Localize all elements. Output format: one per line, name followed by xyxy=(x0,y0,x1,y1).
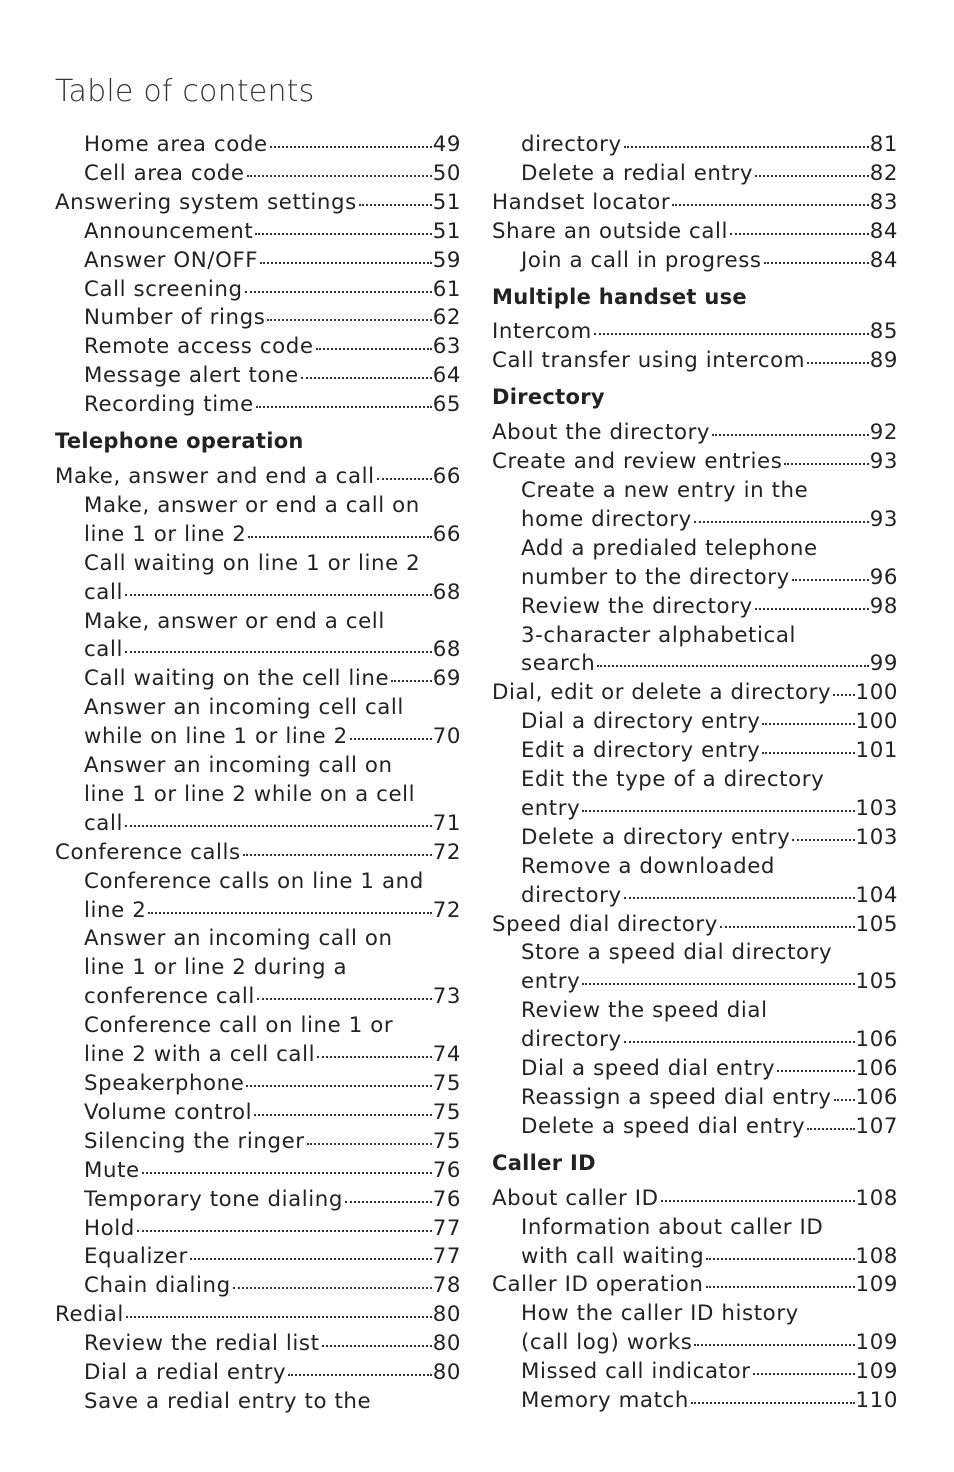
toc-page-number: 108 xyxy=(855,1243,898,1269)
toc-entry-text: Answer an incoming cell call xyxy=(84,695,404,721)
toc-page-number: 73 xyxy=(432,984,461,1010)
toc-page-number: 65 xyxy=(432,392,461,418)
toc-entry-text: Conference calls xyxy=(55,839,241,865)
toc-entry[interactable] xyxy=(55,276,461,305)
toc-page-number: 106 xyxy=(855,1056,898,1082)
toc-page-number: 77 xyxy=(432,1215,461,1241)
toc-entry-text: with call waiting xyxy=(521,1243,705,1269)
dot-leader xyxy=(730,233,869,235)
toc-entry-text: Join a call in progress xyxy=(521,247,762,273)
toc-entry-text: Make, answer or end a cell xyxy=(84,608,385,634)
toc-entry-text: Missed call indicator xyxy=(521,1359,751,1385)
toc-entry-text: Silencing the ringer xyxy=(84,1128,305,1154)
toc-entry-text: Make, answer and end a call xyxy=(55,463,375,489)
toc-entry[interactable] xyxy=(492,448,898,477)
toc-entry-text: Delete a redial entry xyxy=(521,160,754,186)
toc-entry[interactable] xyxy=(492,1214,898,1272)
toc-entry[interactable] xyxy=(55,131,461,160)
toc-page-number: 89 xyxy=(869,348,898,374)
dot-leader xyxy=(137,1230,432,1232)
toc-entry-text: line 2 xyxy=(84,897,147,923)
dot-leader xyxy=(256,406,432,408)
dot-leader xyxy=(125,594,432,596)
toc-entry[interactable] xyxy=(492,419,898,448)
toc-page-number: 63 xyxy=(432,334,461,360)
toc-entry[interactable] xyxy=(55,1243,461,1272)
toc-entry-text: Create a new entry in the xyxy=(521,477,809,503)
toc-page-number: 77 xyxy=(432,1244,461,1270)
toc-page-number: 64 xyxy=(432,363,461,389)
dot-leader xyxy=(233,1287,432,1289)
toc-entry[interactable] xyxy=(492,318,898,347)
dot-leader xyxy=(125,651,432,653)
toc-entry-text: Review the redial list xyxy=(84,1331,320,1357)
toc-entry[interactable] xyxy=(55,839,461,868)
dot-leader xyxy=(307,1143,432,1145)
toc-entry[interactable] xyxy=(55,1330,461,1359)
toc-entry-text: Speakerphone xyxy=(84,1071,245,1096)
toc-page-number: 108 xyxy=(855,1185,898,1211)
toc-page-number: 61 xyxy=(432,276,461,302)
toc-entry-text: Review the speed dial xyxy=(521,998,768,1024)
toc-entry[interactable] xyxy=(492,1358,898,1387)
toc-entry[interactable] xyxy=(492,708,898,737)
toc-page-number: 72 xyxy=(432,839,461,865)
toc-page-number: 85 xyxy=(869,319,898,345)
toc-entry[interactable] xyxy=(492,939,898,997)
toc-entry-text: Call waiting on line 1 or line 2 xyxy=(84,550,421,576)
toc-entry-text: line 2 with a cell call xyxy=(84,1042,316,1068)
toc-entry-text: Cell area code xyxy=(84,160,245,186)
toc-entry-text: search xyxy=(521,651,596,677)
toc-entry-text: Call screening xyxy=(84,276,243,302)
toc-entry-text: Remove a downloaded xyxy=(521,853,776,879)
toc-entry-text: call xyxy=(84,637,123,663)
toc-entry[interactable] xyxy=(55,492,461,550)
dot-leader xyxy=(833,694,854,696)
page-title: Table of contents xyxy=(55,74,315,109)
dot-leader xyxy=(270,146,432,148)
toc-page-number: 96 xyxy=(869,564,898,590)
toc-page-number: 75 xyxy=(432,1099,461,1125)
toc-entry-text: Information about caller ID xyxy=(521,1214,824,1240)
toc-entry-text: Volume control xyxy=(84,1099,253,1125)
toc-entry-text: Make, answer or end a call on xyxy=(84,492,420,518)
toc-entry[interactable] xyxy=(55,1301,461,1330)
toc-entry[interactable] xyxy=(492,247,898,276)
toc-page-number: 83 xyxy=(869,189,898,215)
toc-page-number: 62 xyxy=(432,305,461,331)
toc-entry[interactable] xyxy=(55,304,461,333)
toc-entry-text: Equalizer xyxy=(84,1244,188,1270)
toc-entry-text: Recording time xyxy=(84,392,254,418)
dot-leader xyxy=(142,1172,432,1174)
toc-entry-text: Speed dial directory xyxy=(492,911,718,937)
toc-page-number: 50 xyxy=(432,160,461,186)
toc-entry[interactable] xyxy=(55,925,461,1012)
dot-leader xyxy=(594,333,869,335)
toc-entry-text: Conference calls on line 1 and xyxy=(84,868,424,894)
toc-entry-text: directory xyxy=(521,1027,622,1053)
toc-entry-text: Review the directory xyxy=(521,593,753,619)
dot-leader xyxy=(359,204,432,206)
toc-entry-text: Temporary tone dialing xyxy=(84,1186,344,1212)
dot-leader xyxy=(834,1099,855,1101)
toc-entry[interactable] xyxy=(492,535,898,593)
dot-leader xyxy=(345,1201,432,1203)
toc-entry[interactable] xyxy=(55,1070,461,1099)
dot-leader xyxy=(624,1041,855,1043)
dot-leader xyxy=(125,825,432,827)
toc-entry-text: home directory xyxy=(521,506,692,532)
dot-leader xyxy=(257,998,432,1000)
toc-entry-text: Dial a speed dial entry xyxy=(521,1056,776,1082)
toc-entry-text: line 1 or line 2 xyxy=(84,521,247,547)
toc-page-number: 103 xyxy=(855,795,898,821)
toc-entry-text: Store a speed dial directory xyxy=(521,940,833,966)
toc-entry-text: How the caller ID history xyxy=(521,1301,799,1327)
dot-leader xyxy=(243,854,432,856)
dot-leader xyxy=(248,536,431,538)
toc-entry[interactable] xyxy=(55,868,461,926)
toc-entry[interactable] xyxy=(55,1012,461,1070)
dot-leader xyxy=(755,608,869,610)
toc-entry[interactable] xyxy=(492,1084,898,1113)
toc-page-number: 92 xyxy=(869,420,898,446)
toc-entry[interactable] xyxy=(55,1157,461,1186)
dot-leader xyxy=(316,348,432,350)
dot-leader xyxy=(624,146,869,148)
dot-leader xyxy=(694,521,869,523)
dot-leader xyxy=(807,362,869,364)
toc-entry-text: Announcement xyxy=(84,218,254,244)
toc-entry-text: line 1 or line 2 during a xyxy=(84,955,348,981)
dot-leader xyxy=(784,463,868,465)
dot-leader xyxy=(624,897,855,899)
toc-page-number: 93 xyxy=(869,506,898,532)
toc-entry[interactable] xyxy=(492,853,898,911)
toc-entry-text: Answer an incoming call on xyxy=(84,753,393,779)
toc-page-number: 100 xyxy=(855,709,898,735)
toc-page-number: 84 xyxy=(869,247,898,273)
dot-leader xyxy=(582,810,854,812)
toc-entry-text: (call log) works xyxy=(521,1330,693,1356)
toc-entry[interactable] xyxy=(55,189,461,218)
toc-entry[interactable] xyxy=(492,131,898,160)
dot-leader xyxy=(350,738,432,740)
dot-leader xyxy=(246,1085,431,1087)
toc-page-number: 75 xyxy=(432,1128,461,1154)
dot-leader xyxy=(317,1056,432,1058)
toc-page-number: 75 xyxy=(432,1071,461,1096)
toc-entry[interactable] xyxy=(492,737,898,766)
dot-leader xyxy=(391,680,431,682)
toc-entry[interactable] xyxy=(55,752,461,839)
toc-entry[interactable] xyxy=(55,391,461,420)
dot-leader xyxy=(260,262,432,264)
dot-leader xyxy=(322,1345,432,1347)
toc-page-number: 72 xyxy=(432,897,461,923)
dot-leader xyxy=(762,752,854,754)
section-heading: Telephone operation xyxy=(55,429,304,454)
toc-entry[interactable] xyxy=(55,1186,461,1215)
toc-page-number: 68 xyxy=(432,637,461,663)
toc-entry[interactable] xyxy=(55,362,461,391)
toc-page-number: 93 xyxy=(869,449,898,475)
toc-entry-text: conference call xyxy=(84,984,255,1010)
dot-leader xyxy=(254,1114,431,1116)
toc-page-number: 109 xyxy=(855,1359,898,1385)
dot-leader xyxy=(597,665,868,667)
dot-leader xyxy=(126,1316,432,1318)
toc-entry[interactable] xyxy=(492,766,898,824)
toc-entry-text: Save a redial entry to the xyxy=(84,1388,372,1414)
toc-page-number: 98 xyxy=(869,593,898,619)
toc-entry-text: Edit the type of a directory xyxy=(521,767,825,793)
toc-entry-text: Dial a redial entry xyxy=(84,1360,287,1386)
toc-entry-text: Home area code xyxy=(84,132,268,157)
toc-entry[interactable] xyxy=(55,550,461,608)
toc-entry[interactable] xyxy=(55,608,461,666)
dot-leader xyxy=(792,579,869,581)
toc-entry[interactable] xyxy=(492,1113,898,1142)
toc-page-number: 109 xyxy=(855,1272,898,1298)
dot-leader xyxy=(672,204,868,206)
toc-entry-text: Chain dialing xyxy=(84,1273,231,1299)
toc-entry-text: number to the directory xyxy=(521,564,790,590)
toc-page-number: 109 xyxy=(855,1330,898,1356)
dot-leader xyxy=(288,1374,432,1376)
toc-entry[interactable] xyxy=(492,679,898,708)
toc-entry-text: Hold xyxy=(84,1215,135,1241)
toc-entry-text: Answer an incoming call on xyxy=(84,926,393,952)
toc-entry-text: directory xyxy=(521,882,622,908)
toc-entry-text: About caller ID xyxy=(492,1185,659,1211)
toc-entry-text: 3-character alphabetical xyxy=(521,622,796,648)
toc-entry-text: About the directory xyxy=(492,420,711,446)
toc-page-number: 68 xyxy=(432,579,461,605)
toc-entry[interactable] xyxy=(492,218,898,247)
toc-page-number: 106 xyxy=(855,1085,898,1110)
toc-entry-text: entry xyxy=(521,795,581,821)
toc-page-number: 74 xyxy=(432,1042,461,1068)
toc-entry[interactable] xyxy=(492,189,898,218)
toc-entry-text: directory xyxy=(521,132,622,157)
dot-leader xyxy=(661,1200,855,1202)
toc-entry-text: Edit a directory entry xyxy=(521,738,761,764)
toc-entry-text: Handset locator xyxy=(492,189,671,215)
toc-entry-text: Call transfer using intercom xyxy=(492,348,806,374)
toc-entry-text: entry xyxy=(521,969,581,995)
toc-column-right xyxy=(492,131,898,1416)
toc-entry[interactable] xyxy=(492,160,898,189)
dot-leader xyxy=(582,983,854,985)
toc-entry[interactable] xyxy=(55,247,461,276)
toc-entry-text: Mute xyxy=(84,1157,140,1183)
dot-leader xyxy=(694,1344,854,1346)
toc-page-number: 51 xyxy=(432,218,461,244)
dot-leader xyxy=(807,1128,854,1130)
dot-leader xyxy=(764,262,869,264)
toc-entry-text: call xyxy=(84,579,123,605)
toc-entry[interactable] xyxy=(492,622,898,680)
dot-leader xyxy=(762,723,854,725)
toc-entry-text: Number of rings xyxy=(84,305,266,331)
toc-entry-text: Remote access code xyxy=(84,334,314,360)
toc-entry-text: Message alert tone xyxy=(84,363,299,389)
toc-page-number: 69 xyxy=(432,666,461,692)
toc-page-number: 76 xyxy=(432,1186,461,1212)
dot-leader xyxy=(691,1402,855,1404)
toc-page-number: 99 xyxy=(869,651,898,677)
toc-entry[interactable] xyxy=(55,665,461,694)
toc-entry-text: Reassign a speed dial entry xyxy=(521,1085,832,1110)
toc-entry-text: Memory match xyxy=(521,1388,689,1414)
toc-entry-text: Call waiting on the cell line xyxy=(84,666,390,692)
toc-page-number: 107 xyxy=(855,1113,898,1139)
toc-page-number: 103 xyxy=(855,824,898,850)
toc-entry[interactable] xyxy=(492,911,898,940)
dot-leader xyxy=(792,839,854,841)
section-heading: Directory xyxy=(492,385,605,410)
toc-entry-text: Create and review entries xyxy=(492,449,783,475)
dot-leader xyxy=(255,233,431,235)
toc-page-number: 104 xyxy=(855,882,898,908)
dot-leader xyxy=(247,175,432,177)
dot-leader xyxy=(267,319,431,321)
toc-entry-text: Redial xyxy=(55,1302,124,1328)
dot-leader xyxy=(148,912,431,914)
toc-entry[interactable] xyxy=(55,218,461,247)
toc-page-number: 82 xyxy=(869,160,898,186)
toc-entry-text: Answer ON/OFF xyxy=(84,247,259,273)
toc-page-number: 105 xyxy=(855,911,898,937)
toc-entry-text: Dial, edit or delete a directory xyxy=(492,680,832,706)
dot-leader xyxy=(706,1286,855,1288)
toc-page-number: 78 xyxy=(432,1273,461,1299)
toc-entry[interactable] xyxy=(55,1099,461,1128)
toc-page-number: 80 xyxy=(432,1302,461,1328)
toc-entry-text: Delete a speed dial entry xyxy=(521,1113,806,1139)
toc-page-number: 101 xyxy=(855,738,898,764)
toc-page-number: 84 xyxy=(869,218,898,244)
toc-entry-text: Add a predialed telephone xyxy=(521,535,818,561)
toc-entry[interactable] xyxy=(55,333,461,362)
dot-leader xyxy=(777,1070,854,1072)
toc-page-number: 81 xyxy=(869,132,898,157)
toc-page-number: 66 xyxy=(432,463,461,489)
toc-entry-text: Intercom xyxy=(492,319,592,345)
toc-entry[interactable] xyxy=(55,463,461,492)
toc-entry[interactable] xyxy=(55,1215,461,1244)
toc-entry-text: Dial a directory entry xyxy=(521,709,761,735)
section-heading: Multiple handset use xyxy=(492,284,747,309)
toc-page-number: 66 xyxy=(432,521,461,547)
dot-leader xyxy=(245,291,432,293)
toc-entry[interactable] xyxy=(492,1387,898,1416)
toc-page-number: 105 xyxy=(855,969,898,995)
toc-page-number: 70 xyxy=(432,724,461,750)
toc-entry[interactable] xyxy=(492,347,898,376)
dot-leader xyxy=(190,1258,432,1260)
dot-leader xyxy=(301,377,432,379)
dot-leader xyxy=(377,478,432,480)
toc-entry[interactable] xyxy=(492,477,898,535)
toc-entry[interactable] xyxy=(492,824,898,853)
toc-page-number: 59 xyxy=(432,247,461,273)
toc-entry[interactable] xyxy=(492,593,898,622)
toc-page-number: 106 xyxy=(855,1027,898,1053)
toc-entry[interactable] xyxy=(55,1272,461,1301)
toc-page-number: 51 xyxy=(432,189,461,215)
toc-page-number: 80 xyxy=(432,1360,461,1386)
toc-page-number: 80 xyxy=(432,1331,461,1357)
toc-column-left xyxy=(55,131,461,1417)
dot-leader xyxy=(720,926,855,928)
toc-entry-text: while on line 1 or line 2 xyxy=(84,724,348,750)
toc-entry[interactable] xyxy=(55,694,461,752)
toc-entry[interactable] xyxy=(492,1300,898,1358)
toc-entry[interactable] xyxy=(55,1359,461,1388)
toc-entry[interactable] xyxy=(55,1388,461,1417)
toc-entry-text: line 1 or line 2 while on a cell xyxy=(84,781,416,807)
toc-entry[interactable] xyxy=(492,997,898,1055)
toc-entry-text: Share an outside call xyxy=(492,218,729,244)
toc-page-number: 71 xyxy=(432,810,461,836)
dot-leader xyxy=(706,1258,854,1260)
toc-entry[interactable] xyxy=(492,1055,898,1084)
section-heading: Caller ID xyxy=(492,1150,596,1175)
dot-leader xyxy=(753,1373,855,1375)
toc-page-number: 110 xyxy=(855,1388,898,1414)
toc-page-number: 100 xyxy=(855,680,898,706)
toc-entry[interactable] xyxy=(55,1128,461,1157)
toc-entry-text: Delete a directory entry xyxy=(521,824,791,850)
toc-entry[interactable] xyxy=(492,1271,898,1300)
dot-leader xyxy=(755,175,869,177)
toc-page-number: 76 xyxy=(432,1157,461,1183)
toc-page-number: 49 xyxy=(432,132,461,157)
toc-entry-text: Caller ID operation xyxy=(492,1272,704,1298)
toc-entry-text: Answering system settings xyxy=(55,189,357,215)
toc-entry-text: call xyxy=(84,810,123,836)
toc-entry[interactable] xyxy=(55,160,461,189)
toc-entry-text: Conference call on line 1 or xyxy=(84,1013,394,1039)
toc-entry[interactable] xyxy=(492,1185,898,1214)
dot-leader xyxy=(712,434,869,436)
